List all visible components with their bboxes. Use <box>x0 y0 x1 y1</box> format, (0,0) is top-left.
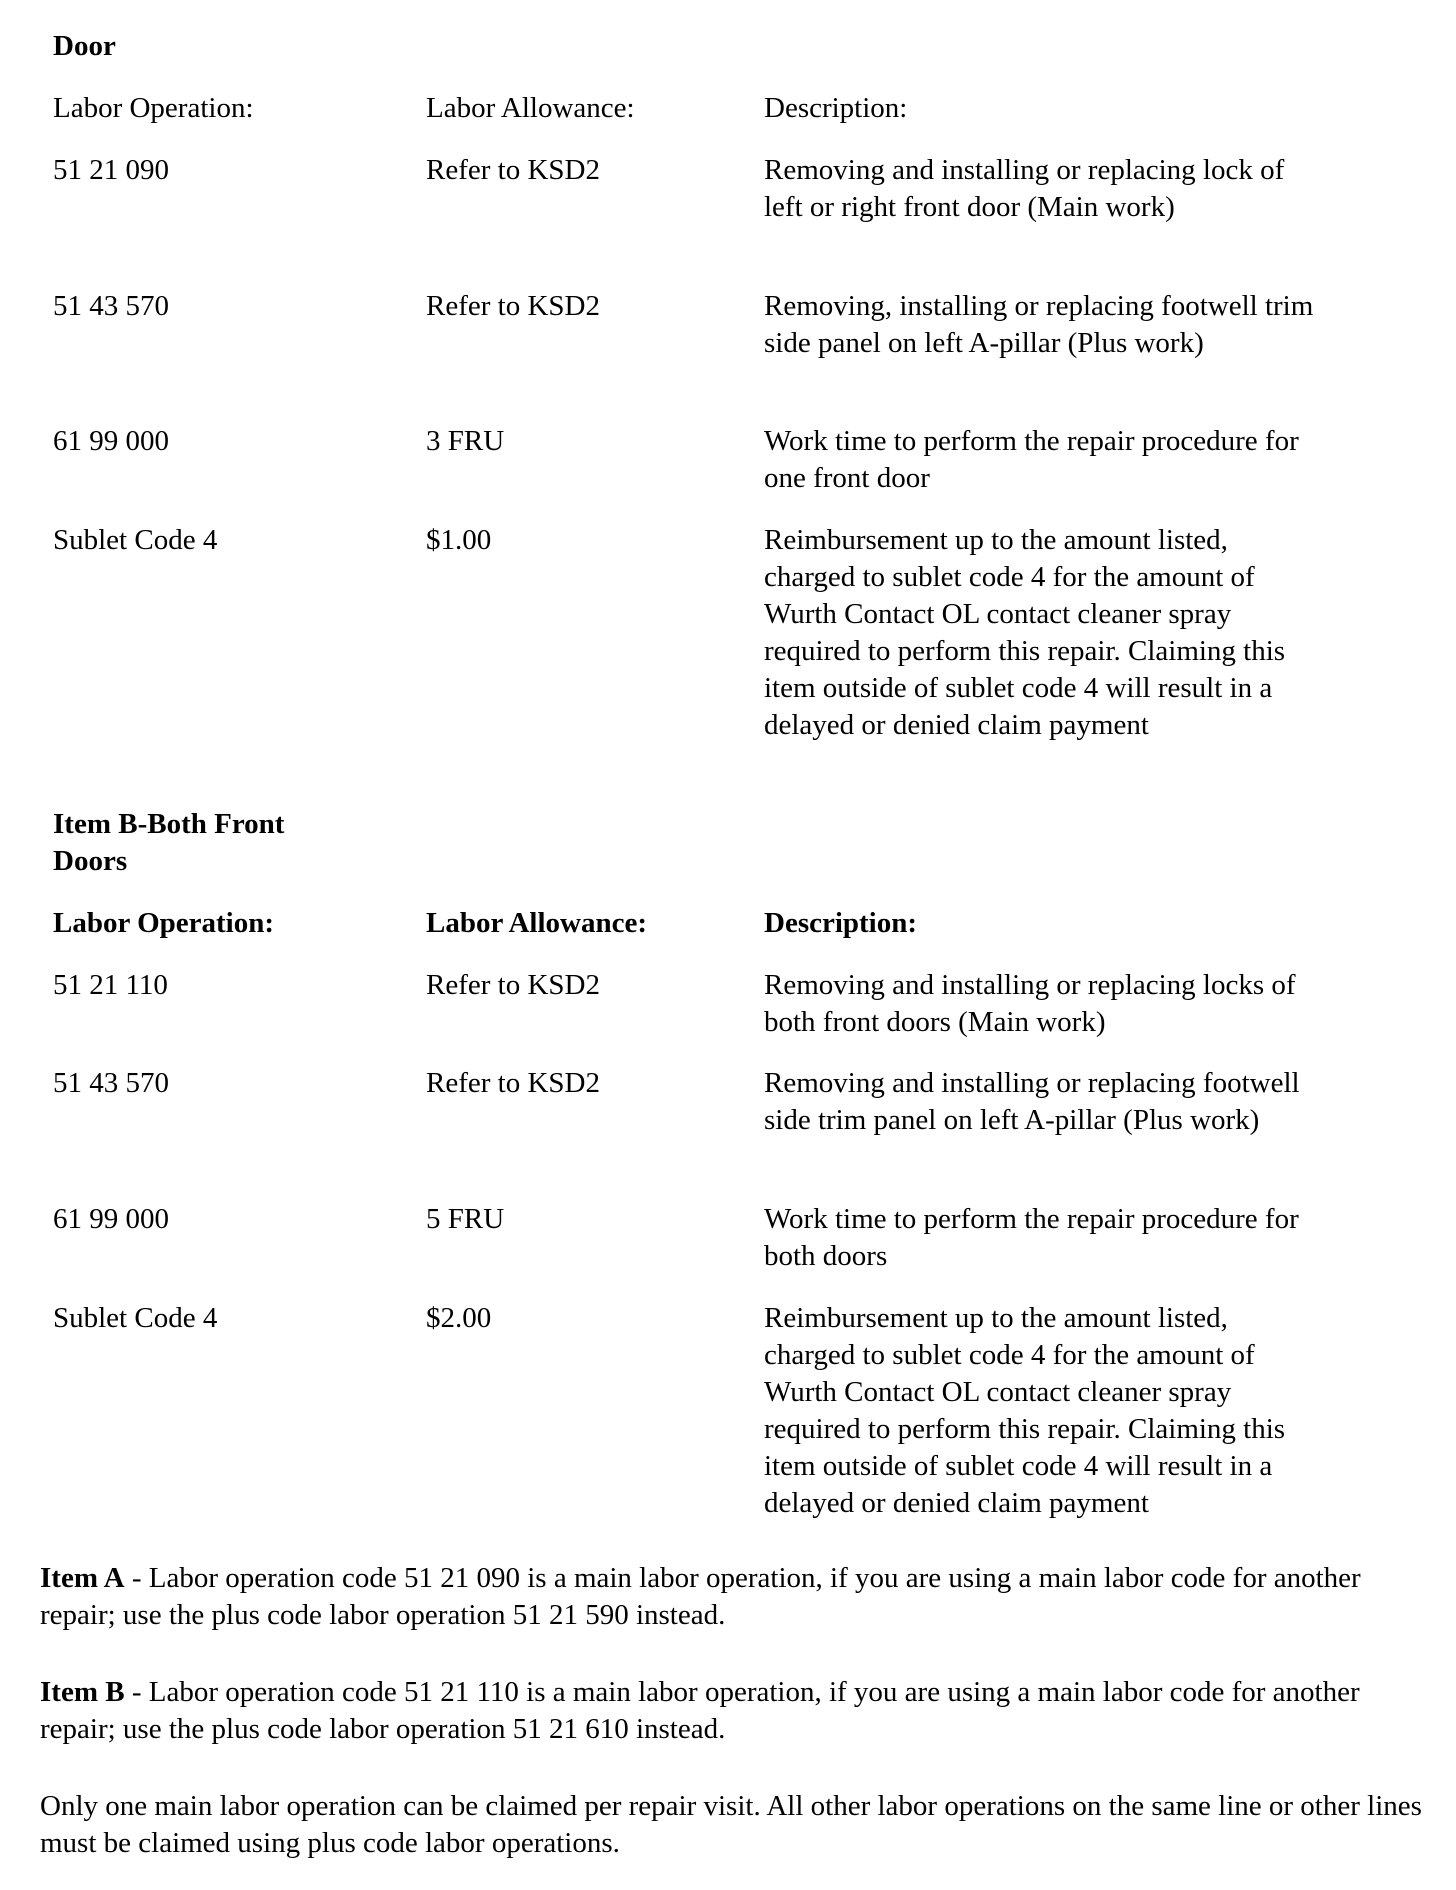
header-description: Description: <box>764 92 908 124</box>
note-item-a <box>40 1560 1440 1634</box>
note-item-b-text: - Labor operation code 51 21 110 is a main labor operation, if you are using a main labor code for another repair; use the plus code labor operation 51 21 610 instead. <box>40 1676 1360 1745</box>
header-labor-operation: Labor Operation: <box>53 907 274 939</box>
row-operation: 61 99 000 <box>53 1203 169 1235</box>
row-operation: 51 21 110 <box>53 969 168 1001</box>
section-a-heading: Door <box>53 30 116 62</box>
header-labor-allowance: Labor Allowance: <box>426 92 635 124</box>
row-allowance: Refer to KSD2 <box>426 154 600 186</box>
row-operation: 61 99 000 <box>53 425 169 457</box>
row-allowance: Refer to KSD2 <box>426 290 600 322</box>
note-item-b-label: Item B <box>40 1676 125 1708</box>
row-allowance: Refer to KSD2 <box>426 969 600 1001</box>
row-description: Reimbursement up to the amount listed, charged to sublet code 4 for the amount of Wurth Contact OL contact cleaner spray required to perform this repair. Claiming this item outside of sublet code 4 will result in a delayed or denied claim payment <box>764 524 1286 741</box>
row-operation: 51 21 090 <box>53 154 169 186</box>
row-description: Removing and installing or replacing footwell side trim panel on left A-pillar (Plus work) <box>764 1067 1300 1136</box>
section-b-heading: Item B-Both Front Doors <box>53 808 285 877</box>
row-allowance: $2.00 <box>426 1302 492 1334</box>
note-item-b <box>40 1674 1440 1748</box>
header-description: Description: <box>764 907 918 939</box>
row-allowance: $1.00 <box>426 524 492 556</box>
row-description: Work time to perform the repair procedure for both doors <box>764 1203 1299 1272</box>
note-item-a-label: Item A <box>40 1562 125 1594</box>
row-allowance: Refer to KSD2 <box>426 1067 600 1099</box>
row-allowance: 5 FRU <box>426 1203 505 1235</box>
row-allowance: 3 FRU <box>426 425 505 457</box>
header-labor-allowance: Labor Allowance: <box>426 907 647 939</box>
row-operation: 51 43 570 <box>53 290 169 322</box>
row-operation: Sublet Code 4 <box>53 1302 218 1334</box>
header-labor-operation: Labor Operation: <box>53 92 254 124</box>
note-final: Only one main labor operation can be claimed per repair visit. All other labor operations on the same line or other lines must be claimed using plus code labor operations. <box>40 1790 1422 1859</box>
note-item-a-text: - Labor operation code 51 21 090 is a main labor operation, if you are using a main labor code for another repair; use the plus code labor operation 51 21 590 instead. <box>40 1562 1361 1631</box>
row-description: Work time to perform the repair procedure for one front door <box>764 425 1299 494</box>
row-description: Removing, installing or replacing footwell trim side panel on left A-pillar (Plus work) <box>764 290 1314 359</box>
row-operation: Sublet Code 4 <box>53 524 218 556</box>
row-description: Reimbursement up to the amount listed, charged to sublet code 4 for the amount of Wurth Contact OL contact cleaner spray required to perform this repair. Claiming this item outside of sublet code 4 will result in a delayed or denied claim payment <box>764 1302 1286 1519</box>
row-operation: 51 43 570 <box>53 1067 169 1099</box>
row-description: Removing and installing or replacing lock of left or right front door (Main work) <box>764 154 1285 223</box>
row-description: Removing and installing or replacing locks of both front doors (Main work) <box>764 969 1296 1038</box>
